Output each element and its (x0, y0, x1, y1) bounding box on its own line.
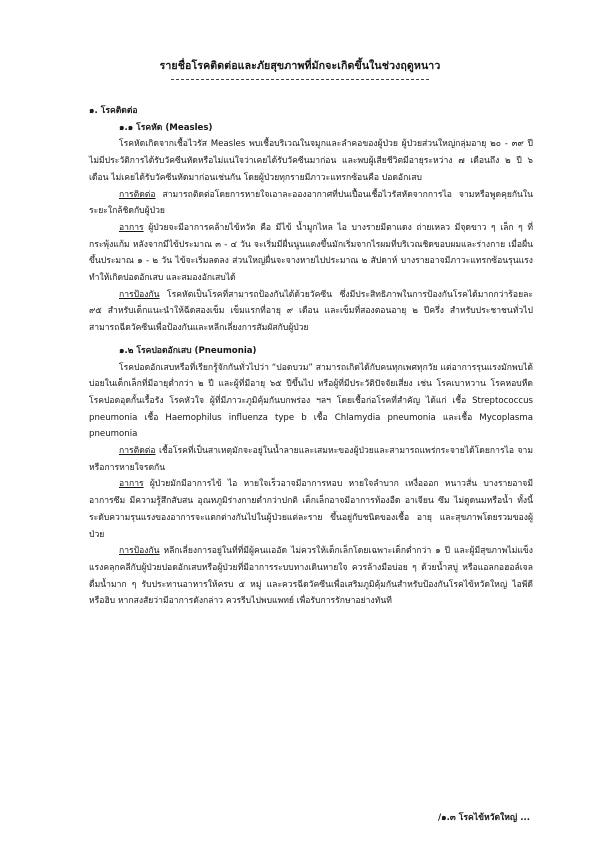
measles-intro-paragraph: โรคหัดเกิดจากเชื้อไวรัส Measles พบเชื้อบริเวณในจมูกและลำคอของผู้ป่วย ผู้ป่วยส่วนใหญ่กลุ่มอายุ ๒๐ - ๓๙ ปี ไม่มีประวัติการได้รับวัคซีนหัดหรือไม่แน่ใจว่าเคยได้รับวัคซีนมาก่อน และพบผู้เสียชีวิตมีอายุระหว่าง ๗ เดือนถึง ๒ ปี ๖ เดือน ไม่เคยได้รับวัคซีนหัดมาก่อนเช่นกัน โดยผู้ป่วยทุกรายมีภาวะแทรกซ้อนคือ ปอดอักเสบ (89, 139, 533, 183)
measles-prevention-paragraph (89, 287, 533, 337)
document-body (89, 103, 533, 610)
measles-transmission-text: สามารถติดต่อโดยการหายใจเอาละอองอากาศที่ปนเปื้อนเชื้อไวรัสหัดจากการไอ จามหรือพูดคุยกันในระยะใกล้ชิดกับผู้ป่วย (89, 189, 533, 217)
measles-symptoms-text: ผู้ป่วยจะมีอาการคล้ายไข้หวัด คือ มีไข้ น้ำมูกไหล ไอ บางรายมีตาแดง ถ่ายเหลว มีจุดขาว ๆ เล็ก ๆ ที่กระพุ้งแก้ม หลังจากมีไข้ประมาณ ๓ - ๔ วัน จะเริ่มมีผื่นนูนแดงขึ้นมักเริ่มจากไรผมที่บริเวณชิดขอบผมและร่างกาย เมื่อผื่นขึ้นประมาณ ๑ - ๒ วัน ไข้จะเริ่มลดลง ส่วนใหญ่ผื่นจะจางหายไปประมาณ ๒ สัปดาห์ บางรายอาจมีภาวะแทรกซ้อนรุนแรงทำให้เกิดปอดอักเสบ และสมองอักเสบได้ (89, 222, 533, 284)
pneumonia-intro-paragraph: โรคปอดอักเสบหรือที่เรียกรู้จักกันทั่วไปว่า “ปอดบวม” สามารถเกิดได้กับคนทุกเพศทุกวัย แต่อาการรุนแรงมักพบได้บ่อยในเด็กเล็กที่มีอายุต่ำกว่า ๒ ปี และผู้ที่มีอายุ ๖๕ ปีขึ้นไป หรือผู้ที่มีประวัติปัจจัยเสี่ยง เช่น โรคเบาหวาน โรคหอบหืด โรคปอดอุดกั้นเรื้อรัง โรคหัวใจ ผู้ที่มีภาวะภูมิคุ้มกันบกพร่อง ฯลฯ โดยเชื้อก่อโรคที่สำคัญ ได้แก่ เชื้อ Streptococcus pneumonia เชื้อ Haemophilus influenza type b เชื้อ Chlamydia pneumonia และเชื้อ Mycoplasma pneumonia (89, 362, 533, 440)
continuation-note: /๑.๓ โรคไข้หวัดใหญ่ ... (438, 813, 530, 823)
pneumonia-prevention-label: การป้องกัน (119, 546, 160, 557)
measles-symptoms-paragraph (89, 220, 533, 287)
measles-prevention-text: โรคหัดเป็นโรคที่สามารถป้องกันได้ด้วยวัคซีน ซึ่งมีประสิทธิภาพในการป้องกันโรคได้มากกว่าร้อยละ ๙๕ สำหรับเด็กแนะนำให้ฉีดสองเข็ม เข็มแรกที่อายุ ๙ เดือน และเข็มที่สองตอนอายุ ๒ ปีครึ่ง สำหรับประชาชนทั่วไปสามารถฉีดวัคซีนเพื่อป้องกันและหลีกเลี่ยงการสัมผัสกับผู้ป่วย (89, 289, 533, 334)
section-heading-communicable-diseases: ๑. โรคติดต่อ (89, 106, 138, 116)
measles-transmission-paragraph (89, 187, 533, 220)
pneumonia-transmission-label: การติดต่อ (119, 446, 156, 457)
subsection-heading-measles: ๑.๑ โรคหัด (Measles) (119, 122, 213, 133)
pneumonia-symptoms-label: อาการ (119, 479, 144, 490)
title-divider (171, 79, 429, 80)
pneumonia-symptoms-paragraph (89, 476, 533, 543)
pneumonia-prevention-paragraph (89, 543, 533, 610)
measles-symptoms-label: อาการ (119, 222, 144, 233)
pneumonia-prevention-text: หลีกเลี่ยงการอยู่ในที่ที่มีผู้คนแออัด ไม่ควรให้เด็กเล็กโดยเฉพาะเด็กต่ำกว่า ๑ ปี และผู้มีสุขภาพไม่แข็งแรงคลุกคลีกับผู้ป่วยปอดอักเสบหรือผู้ป่วยที่มีอาการระบบทางเดินหายใจ ควรล้างมือบ่อย ๆ ด้วยน้ำสบู่ หรือแอลกอฮอล์เจล ดื่มน้ำมาก ๆ รับประทานอาหารให้ครบ ๕ หมู่ และควรฉีดวัคซีนเพื่อเสริมภูมิคุ้มกันสำหรับป้องกันโรคไข้หวัดใหญ่ ไอพีดี หรือฮิบ หากสงสัยว่ามีอาการดังกล่าว ควรรีบไปพบแพทย์ เพื่อรับการรักษาอย่างทันที (89, 546, 533, 607)
pneumonia-transmission-paragraph (89, 443, 533, 476)
measles-prevention-label: การป้องกัน (119, 289, 160, 300)
measles-transmission-label: การติดต่อ (119, 189, 156, 200)
pneumonia-symptoms-text: ผู้ป่วยมักมีอาการไข้ ไอ หายใจเร็วอาจมีอาการหอบ หายใจลำบาก เหงื่อออก หนาวสั่น บางรายอาจมีอาการซึม มีความรู้สึกสับสน อุณหภูมิร่างกายต่ำกว่าปกติ เด็กเล็กอาจมีอาการท้องอืด อาเจียน ซึม ไม่ดูดนมหรือน้ำ ทั้งนี้ ระดับความรุนแรงของอาการจะแตกต่างกันไปในผู้ป่วยแต่ละราย ขึ้นอยู่กับชนิดของเชื้อ อายุ และสุขภาพโดยรวมของผู้ป่วย (89, 479, 533, 540)
subsection-heading-pneumonia: ๑.๒ โรคปอดอักเสบ (Pneumonia) (119, 345, 257, 356)
pneumonia-transmission-text: เชื้อโรคที่เป็นสาเหตุมักจะอยู่ในน้ำลายและเสมหะของผู้ป่วยและสามารถแพร่กระจายได้โดยการไอ จาม หรือการหายใจรดกัน (89, 446, 533, 473)
document-title: รายชื่อโรคติดต่อและภัยสุขภาพที่มักจะเกิดขึ้นในช่วงฤดูหนาว (159, 60, 441, 72)
